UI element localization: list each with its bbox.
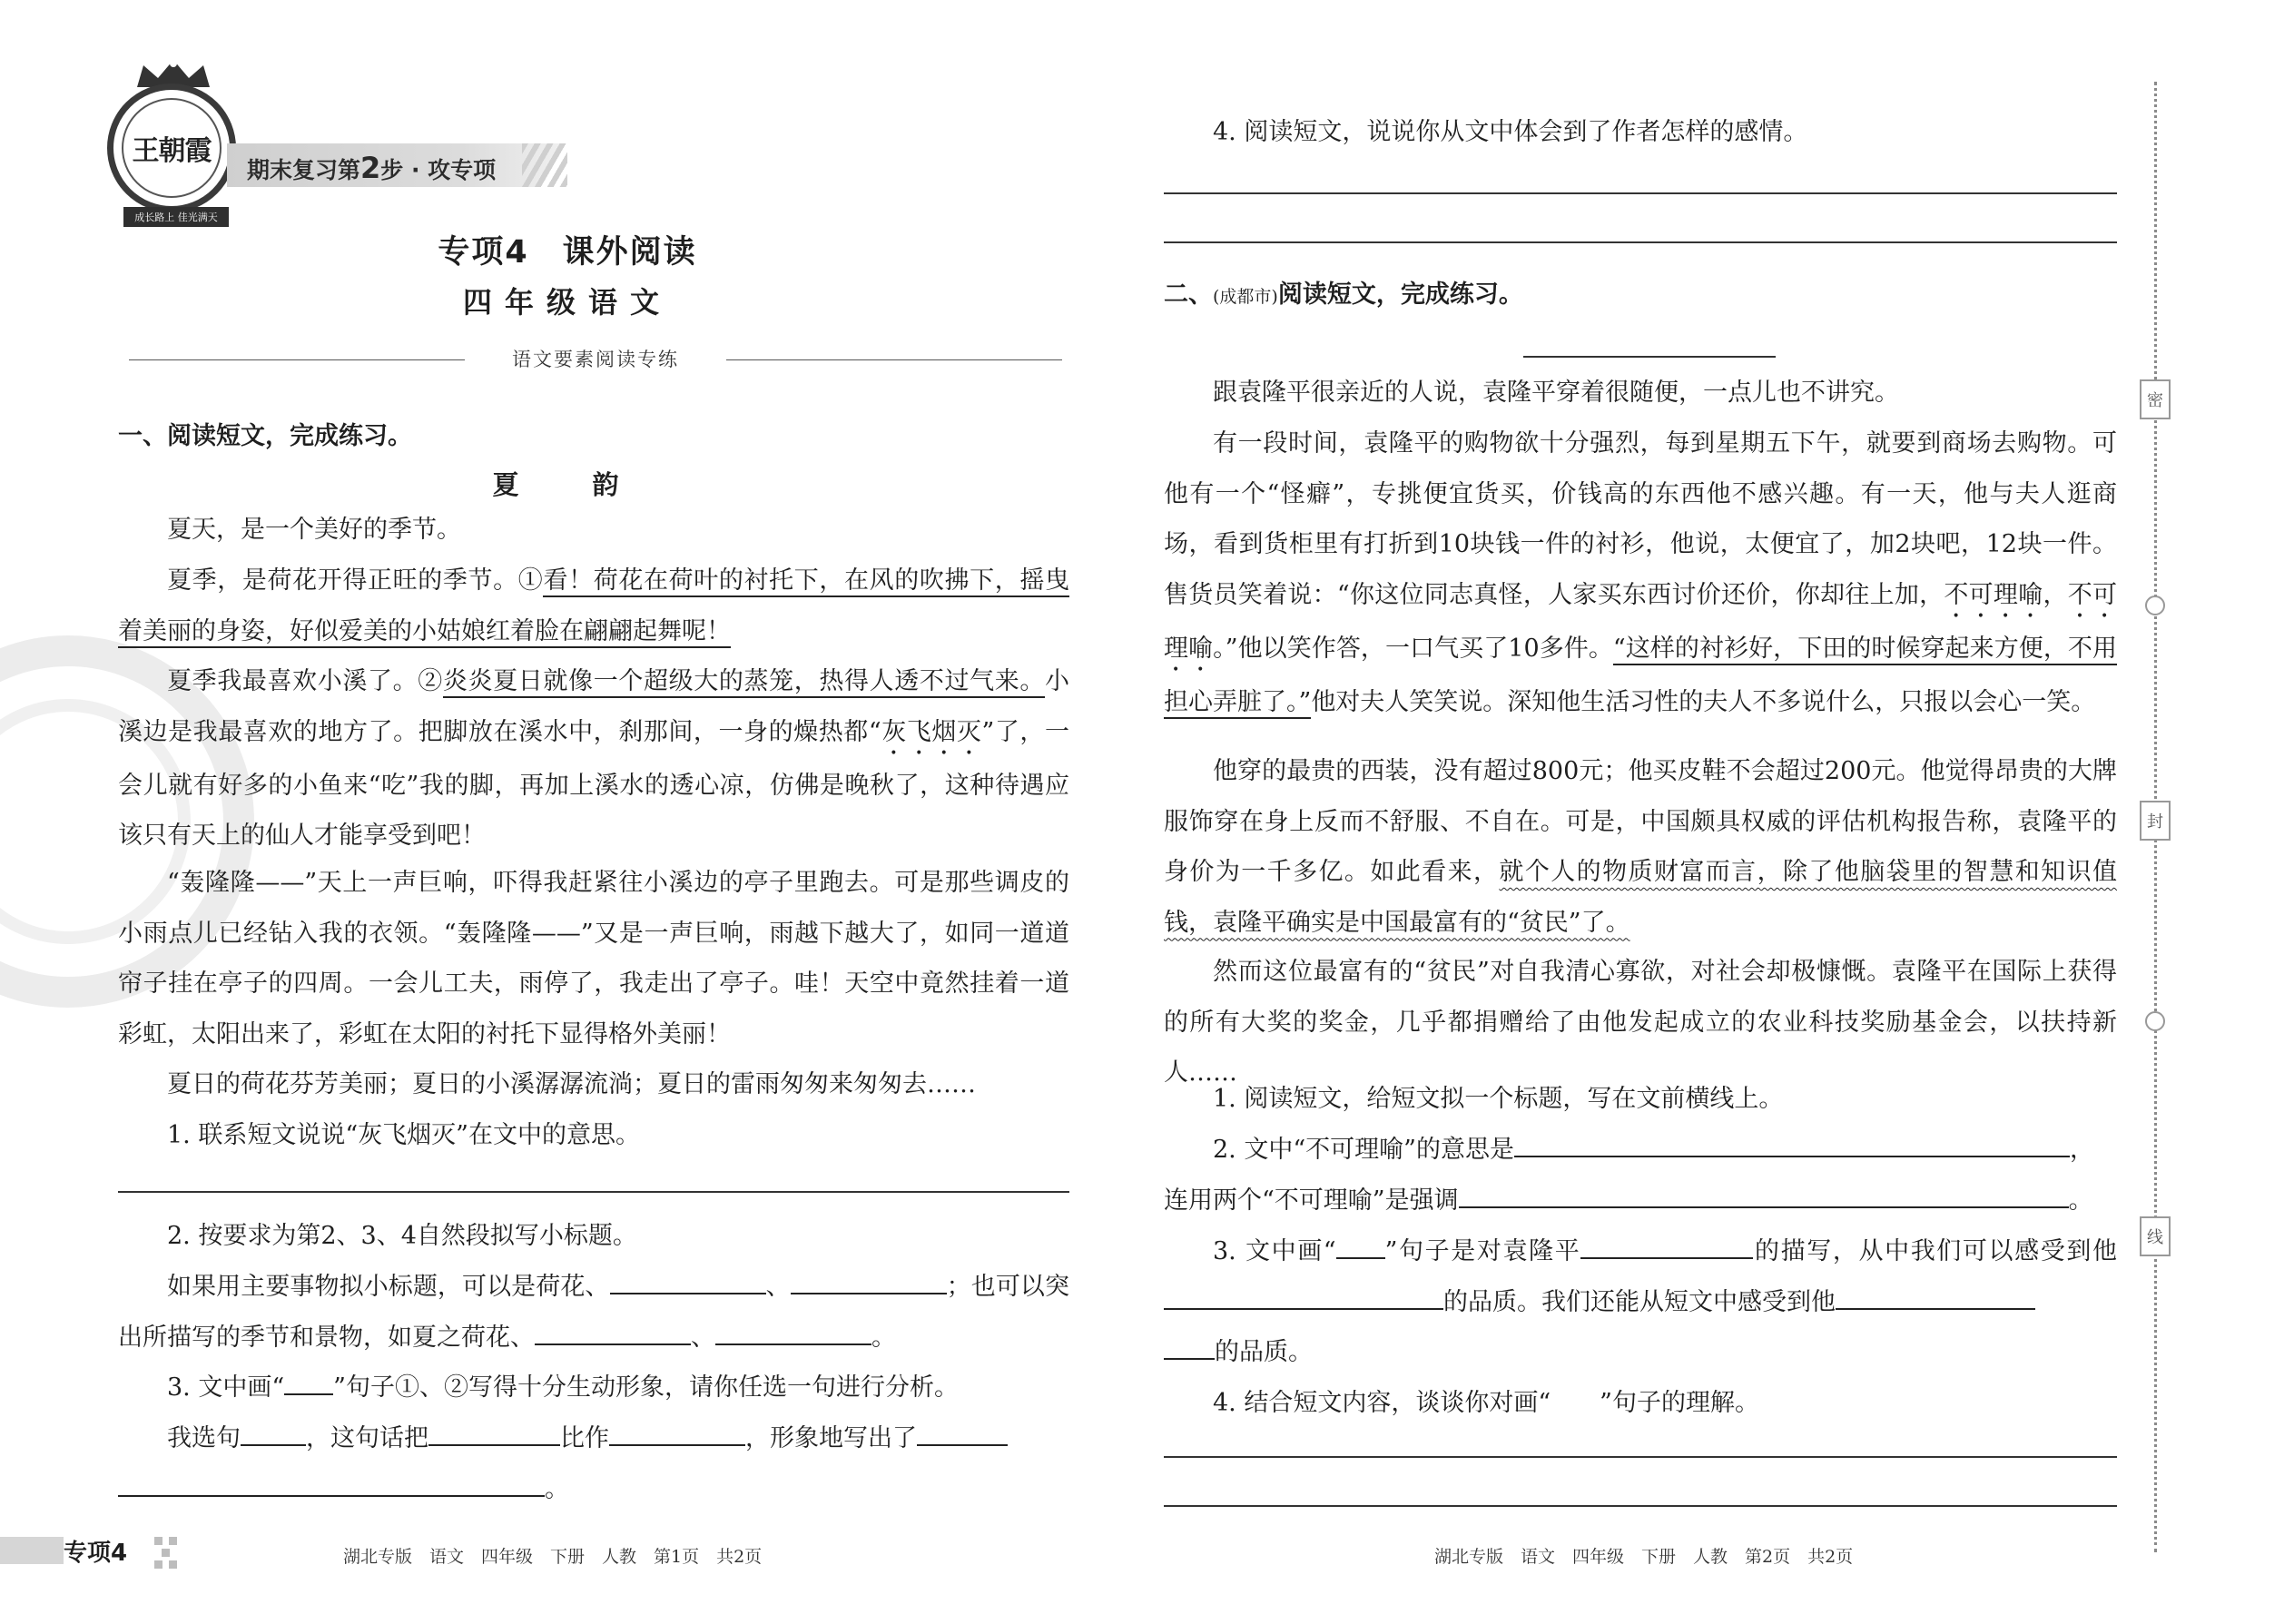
binding-label: 线: [2140, 1216, 2171, 1256]
underlined-sentence-2: 炎炎夏日就像一个超级大的蒸笼，热得人透不过气来。: [443, 667, 1045, 698]
banner-text: 期末复习第2步 · 攻专项: [247, 151, 497, 185]
answer-line[interactable]: [1164, 1505, 2117, 1507]
underline-sample: [1336, 1235, 1385, 1259]
dotted-phrase: 灰飞烟灭: [881, 717, 982, 746]
page-footer: 湖北专版 语文 四年级 下册 人教 第1页 共2页: [343, 1547, 763, 1567]
answer-line[interactable]: [1164, 1456, 2117, 1458]
paragraph: 然而这位最富有的“贫民”对自我清心寡欲，对社会却极慷慨。袁隆平在国际上获得的所有大奖的奖金，几乎都捐赠给了由他发起成立的农业科技奖励基金会，以扶持新人……: [1164, 958, 2117, 1087]
paragraph: 他穿的最贵的西装，没有超过800元；他买皮鞋不会超过200元。他觉得昂贵的大牌服饰穿在身上反而不舒服、不自在。可是，中国颇具权威的评估机构报告称，袁隆平的身价为一千多亿。如此看来，就个人的物质财富而言，除了他脑袋里的智慧和知识值钱，袁隆平确实是中国最富有的“贫民”了。: [1164, 757, 2118, 937]
paragraph: 夏季我最喜欢小溪了。②炎炎夏日就像一个超级大的蒸笼，热得人透不过气来。小溪边是我最喜欢的地方了。把脚放在溪水中，刹那间，一身的燥热都“灰飞烟灭”了，一会儿就有好多的小鱼来“吃”我的脚，再加上溪水的透心凉，仿佛是晚秋了，这种待遇应该只有天上的仙人才能享受到吧！: [118, 667, 1070, 850]
binding-label: 封: [2140, 801, 2171, 841]
question-4: 4. 结合短文内容，谈谈你对画“ ”句子的理解。: [1164, 1378, 2117, 1429]
question-1: 1. 阅读短文，给短文拟一个标题，写在文前横线上。: [1213, 1085, 1784, 1113]
passage-title: 夏 韵: [492, 469, 643, 500]
logo-name: 王朝霞: [132, 135, 212, 167]
question-3: 3. 文中画“ ”句子①、②写得十分生动形象，请你任选一句进行分析。: [118, 1363, 1069, 1413]
paragraph: 夏日的荷花芬芳美丽；夏日的小溪潺潺流淌；夏日的雷雨匆匆来匆匆去……: [167, 1070, 976, 1098]
question-2: 2. 文中“不可理喻”的意思是 ，: [1164, 1125, 2117, 1176]
answer-line[interactable]: [118, 1191, 1069, 1193]
question-4: 4. 阅读短文，说说你从文中体会到了作者怎样的感情。: [1213, 118, 1808, 146]
answer-line[interactable]: [1164, 192, 2117, 194]
footer-decoration: [169, 1537, 177, 1545]
binding-label: 密: [2140, 379, 2171, 419]
question-3-body-end: 。: [118, 1464, 1069, 1515]
binding-hole: [2145, 595, 2165, 615]
paragraph: 有一段时间，袁隆平的购物欲十分强烈，每到星期五下午，就要到商场去购物。可他有一个“怪癖”，专挑便宜货买，价钱高的东西他不感兴趣。有一天，他与夫人逛商场，看到货柜里有打折到10块钱一件的衬衫，他说，太便宜了，加2块吧，12块一件。售货员笑着说：“你这位同志真怪，人家买东西讨价还价，你却往上加，不可理喻，不可理喻。”他以笑作答，一口气买了10多件。“这样的衬衫好，下田的时候穿起来方便，不用担心弄脏了。”他对夫人笑笑说。深知他生活习性的夫人不多说什么，只报以会心一笑。: [1164, 418, 2117, 727]
paragraph: 跟袁隆平很亲近的人说，袁隆平穿着很随便，一点儿也不讲究。: [1213, 379, 1899, 407]
answer-blank[interactable]: [535, 1321, 691, 1345]
answer-line[interactable]: [1164, 241, 2117, 243]
answer-blank[interactable]: [1164, 1335, 1215, 1360]
question-3: 3. 文中画“ ”句子是对袁隆平 的描写，从中我们可以感受到他的品质。我们还能从短文中感受到他: [1164, 1226, 2117, 1327]
question-2: 2. 按要求为第2、3、4自然段拟写小标题。: [167, 1222, 637, 1250]
answer-blank[interactable]: [428, 1422, 560, 1446]
answer-blank[interactable]: [1514, 1133, 2070, 1157]
underlined-sentence-1: 看！荷花在荷叶的衬托下，在风的吹拂下，摇曳着美丽的身姿，好似爱美的小姑娘红着脸在翩翩起舞呢！: [118, 566, 1069, 648]
dotted-phrase: 不可理喻: [1944, 580, 2043, 609]
wavy-underline-sample: [1551, 1378, 1600, 1429]
binding-hole: [2145, 1011, 2165, 1031]
answer-blank[interactable]: [1836, 1285, 2035, 1310]
footer-tab: [0, 1537, 64, 1564]
banner-stripes: [522, 143, 567, 187]
right-page: [1135, 0, 2294, 1624]
answer-blank[interactable]: [118, 1472, 545, 1497]
question-2-body: 如果用主要事物拟小标题，可以是荷花、 、 ；也可以突出所描写的季节和景物，如夏之荷花、 、 。: [118, 1262, 1069, 1363]
answer-blank[interactable]: [791, 1270, 947, 1294]
underlined-sentence: “这样的衬衫好，下田的时候穿起来方便，不用担心弄脏了。”: [1164, 635, 2117, 719]
answer-blank[interactable]: [609, 1422, 745, 1446]
answer-blank[interactable]: [610, 1270, 766, 1294]
footer-decoration: [154, 1537, 162, 1545]
paragraph: 夏季，是荷花开得正旺的季节。①看！荷花在荷叶的衬托下，在风的吹拂下，摇曳着美丽的身姿，好似爱美的小姑娘红着脸在翩翩起舞呢！: [118, 556, 1069, 656]
question-3-body: 我选句 ，这句话把 比作 ，形象地写出了: [118, 1413, 1069, 1464]
question-1: 1. 联系短文说说“灰飞烟灭”在文中的意思。: [167, 1121, 640, 1149]
section-banner-label: 语文要素阅读专练: [512, 349, 679, 370]
page-subtitle: 四年级语文: [462, 285, 672, 320]
answer-blank[interactable]: [241, 1422, 306, 1446]
footer-decoration: [162, 1549, 170, 1557]
answer-blank[interactable]: [1164, 1285, 1443, 1310]
logo-ribbon: [123, 207, 229, 227]
left-page: [0, 0, 1135, 1624]
logo-tag: 成长路上 佳光满天: [134, 212, 218, 223]
footer-decoration: [154, 1560, 162, 1569]
answer-blank[interactable]: [1580, 1235, 1753, 1259]
city-tag: (成都市): [1213, 287, 1278, 307]
question-3-body-end: 的品质。: [1164, 1327, 2117, 1378]
answer-blank[interactable]: [715, 1321, 871, 1345]
dotted-phrase: 不可理喻: [1164, 580, 2118, 663]
publisher-logo: [107, 84, 236, 212]
section-banner: [129, 345, 1062, 372]
title-answer-line[interactable]: [1523, 356, 1776, 358]
answer-blank[interactable]: [917, 1422, 1008, 1446]
paragraph: “轰隆隆——”天上一声巨响，吓得我赶紧往小溪边的亭子里跑去。可是那些调皮的小雨点儿已经钻入我的衣领。“轰隆隆——”又是一声巨响，雨越下越大了，如同一道道帘子挂在亭子的四周。一会儿工夫，雨停了，我走出了亭子。哇！天空中竟然挂着一道彩虹，太阳出来了，彩虹在太阳的衬托下显得格外美丽！: [118, 869, 1069, 1048]
section-heading-1: 一、阅读短文，完成练习。: [118, 422, 412, 450]
underline-sample: [284, 1371, 333, 1395]
question-2-body: 连用两个“不可理喻”是强调 。: [1164, 1176, 2117, 1226]
section-heading-2: 二、(成都市)阅读短文，完成练习。: [1164, 281, 1523, 309]
wavy-underlined-sentence: 就个人的物质财富而言，除了他脑袋里的智慧和知识值钱，袁隆平确实是中国最富有的“贫民”了。: [1164, 858, 2118, 937]
footer-decoration: [169, 1560, 177, 1569]
page-title: 专项4 课外阅读: [438, 234, 697, 271]
page-footer: 湖北专版 语文 四年级 下册 人教 第2页 共2页: [1434, 1547, 1854, 1567]
paragraph: 夏天，是一个美好的季节。: [167, 516, 461, 544]
footer-section-label: 专项4: [64, 1540, 128, 1567]
answer-blank[interactable]: [1459, 1184, 2069, 1208]
